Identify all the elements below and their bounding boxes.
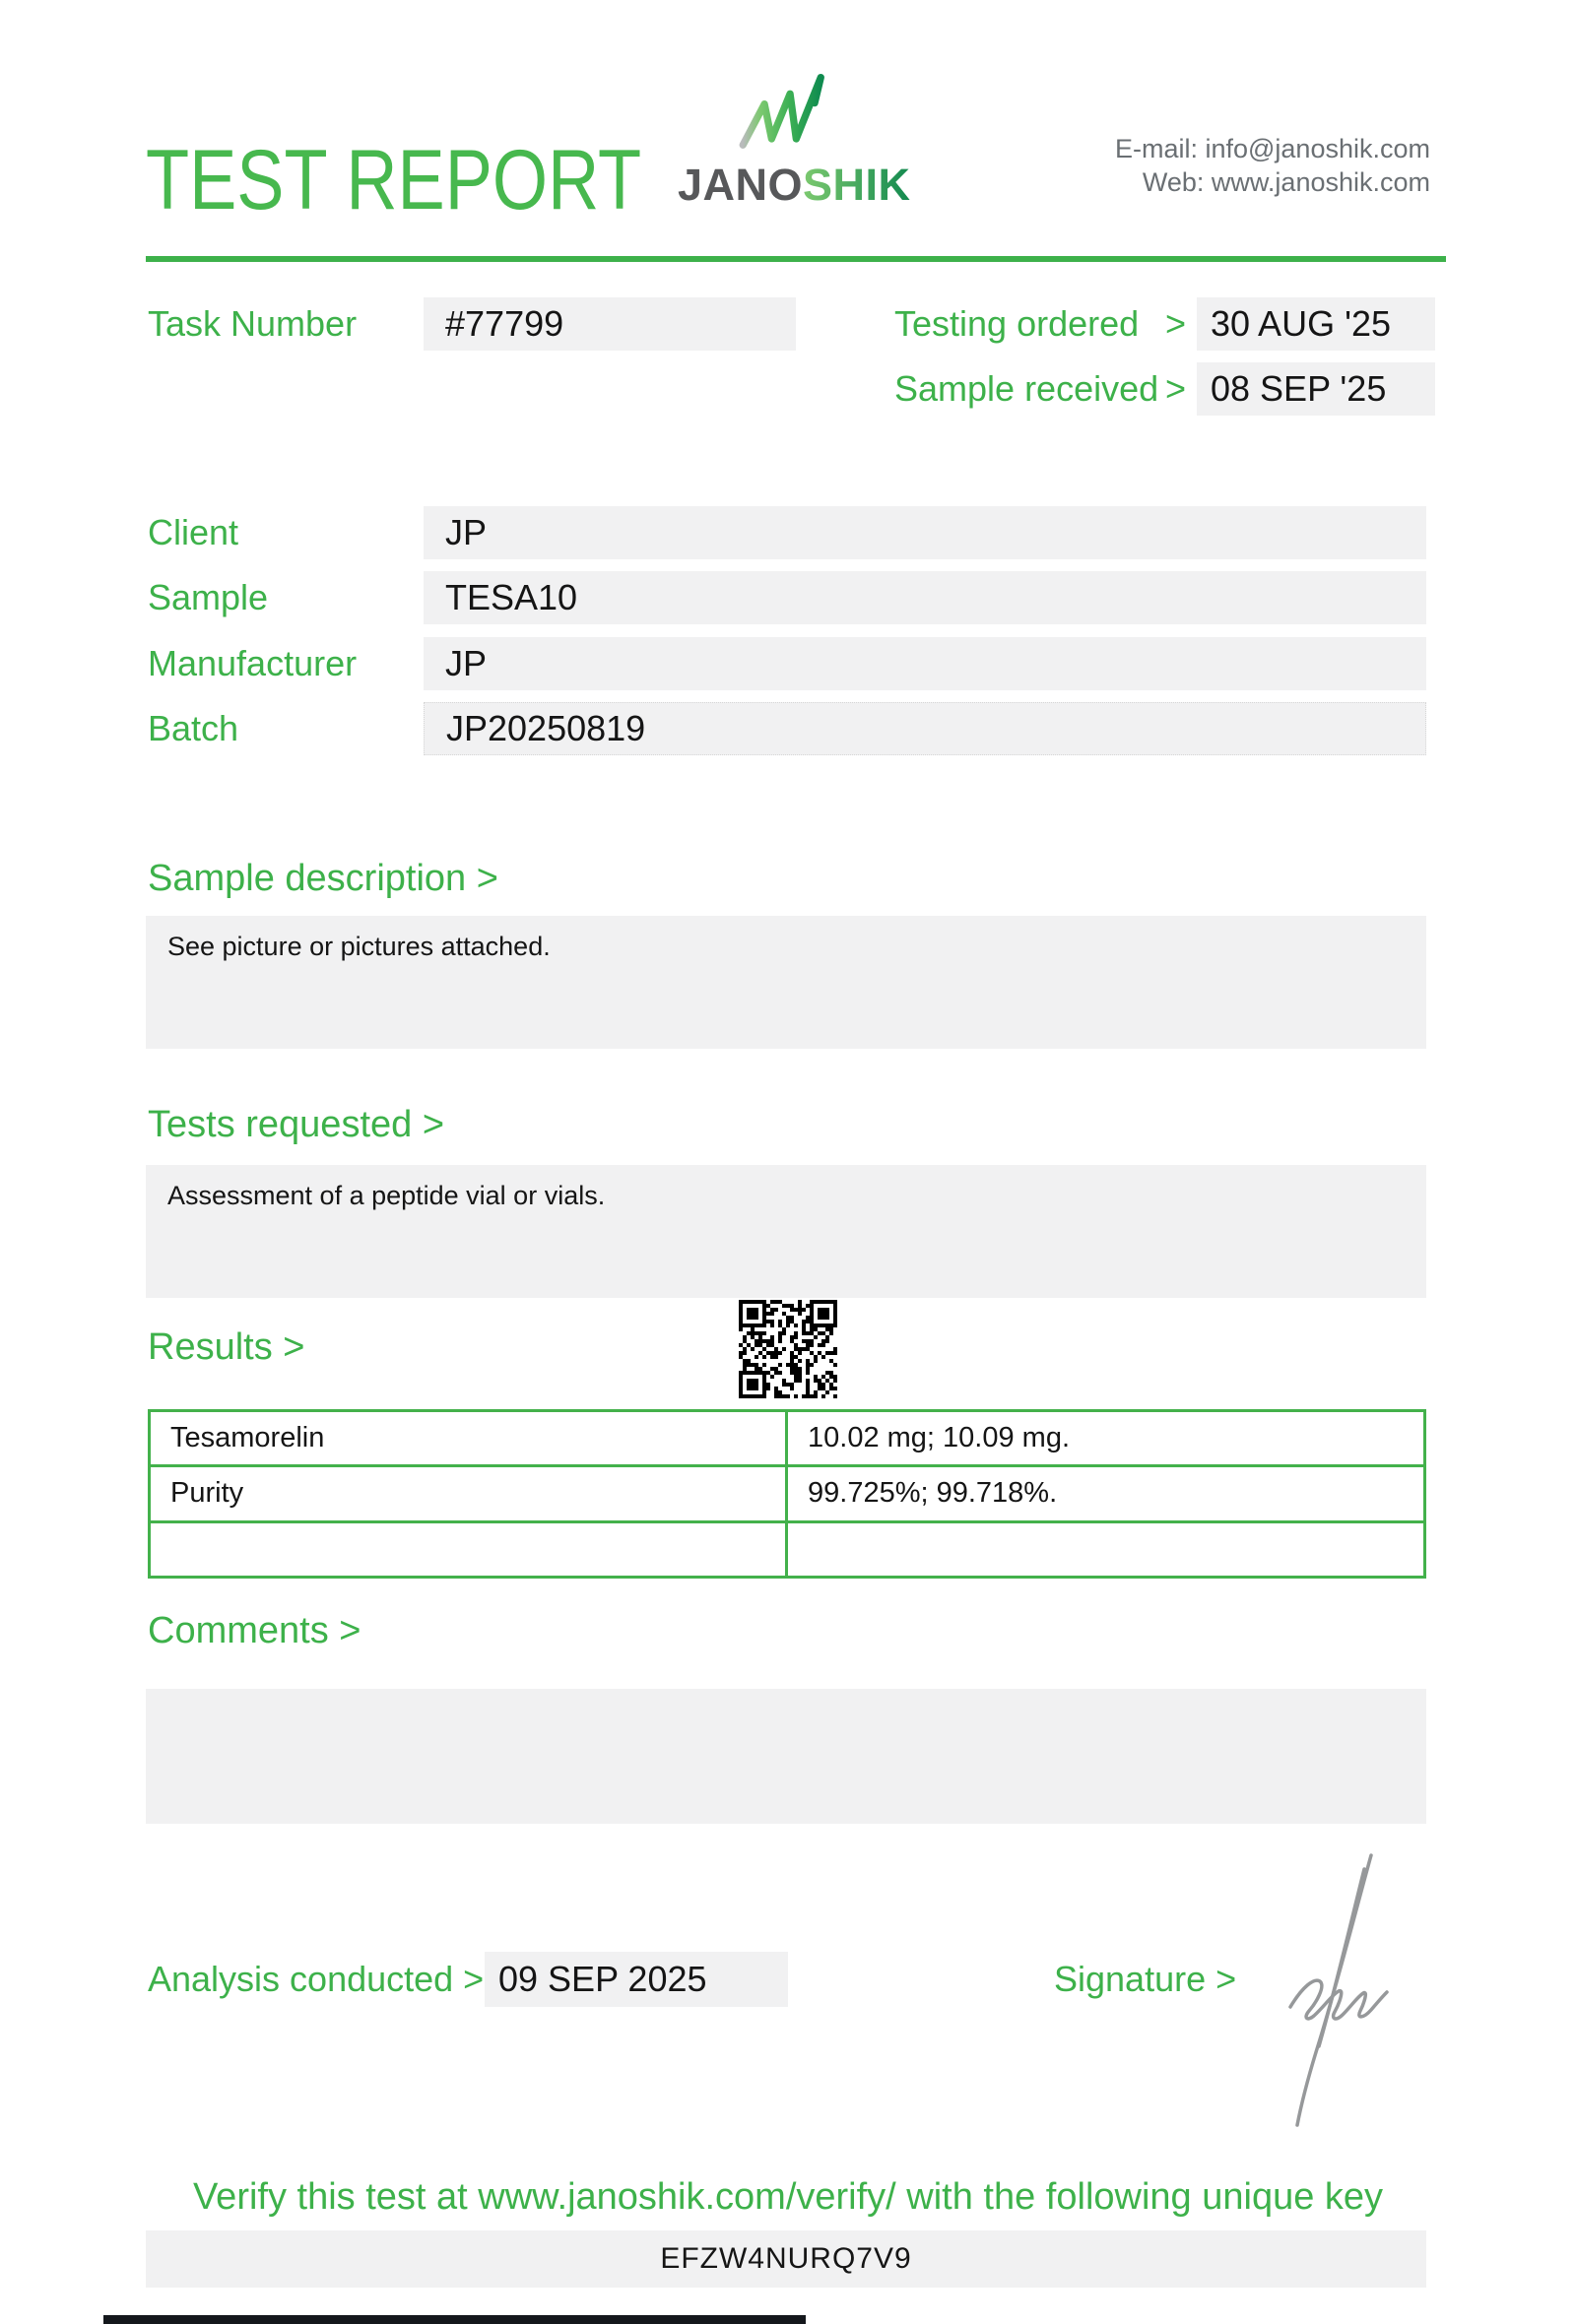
tests-requested-heading: Tests requested > [148, 1104, 445, 1145]
results-row-name [151, 1523, 785, 1576]
results-row-name: Purity [151, 1467, 785, 1519]
page-title: TEST REPORT [146, 133, 642, 227]
verify-text: Verify this test at www.janoshik.com/verify/ with the following unique key [192, 2176, 1384, 2218]
results-heading: Results > [148, 1326, 305, 1368]
verify-key-box [146, 2230, 1426, 2288]
tests-requested-box: Assessment of a peptide vial or vials. [146, 1165, 1426, 1298]
signature-icon [1253, 1838, 1401, 2133]
results-row-value: 10.02 mg; 10.09 mg. [788, 1412, 1423, 1464]
testing-ordered-arrow: > [1164, 303, 1186, 344]
sample-received-row [894, 362, 1186, 416]
qr-code-icon [739, 1300, 837, 1398]
results-row-name: Tesamorelin [151, 1412, 785, 1464]
batch-label: Batch [148, 708, 239, 748]
header-divider [146, 256, 1446, 262]
signature-label: Signature > [1054, 1959, 1237, 1999]
manufacturer-label: Manufacturer [148, 643, 358, 683]
comments-box [146, 1689, 1426, 1824]
janoshik-logo [678, 71, 911, 210]
testing-ordered-row [894, 297, 1186, 351]
chart-logo-icon [737, 71, 839, 156]
logo-text-dark: JANO [678, 160, 804, 210]
logo-wordmark [678, 160, 911, 210]
results-row-value: 99.725%; 99.718%. [788, 1467, 1423, 1519]
contact-block [1115, 132, 1430, 199]
sample-received-value: 08 SEP '25 [1197, 362, 1435, 416]
verify-key: EFZW4NURQ7V9 [660, 2242, 912, 2275]
comments-heading: Comments > [148, 1610, 361, 1651]
task-number-label: Task Number [148, 303, 358, 344]
analysis-conducted-value: 09 SEP 2025 [485, 1952, 788, 2007]
client-label: Client [148, 512, 239, 552]
logo-text-green: SHIK [803, 160, 911, 210]
sample-description-heading: Sample description > [148, 858, 498, 899]
testing-ordered-label: Testing ordered [894, 303, 1140, 344]
attachment-top-edge [103, 2315, 806, 2324]
sample-label: Sample [148, 577, 269, 617]
sample-value: TESA10 [424, 571, 1426, 624]
results-table [148, 1409, 1426, 1579]
batch-value: JP20250819 [424, 702, 1426, 755]
results-row-value [788, 1523, 1423, 1576]
task-number-value: #77799 [424, 297, 796, 351]
manufacturer-value: JP [424, 637, 1426, 690]
sample-received-label: Sample received [894, 368, 1159, 409]
contact-web: Web: www.janoshik.com [1142, 167, 1430, 197]
analysis-conducted-label: Analysis conducted > [148, 1959, 485, 1999]
contact-email: E-mail: info@janoshik.com [1114, 134, 1430, 163]
sample-received-arrow: > [1164, 368, 1186, 409]
testing-ordered-value: 30 AUG '25 [1197, 297, 1435, 351]
sample-description-box: See picture or pictures attached. [146, 916, 1426, 1049]
client-value: JP [424, 506, 1426, 559]
